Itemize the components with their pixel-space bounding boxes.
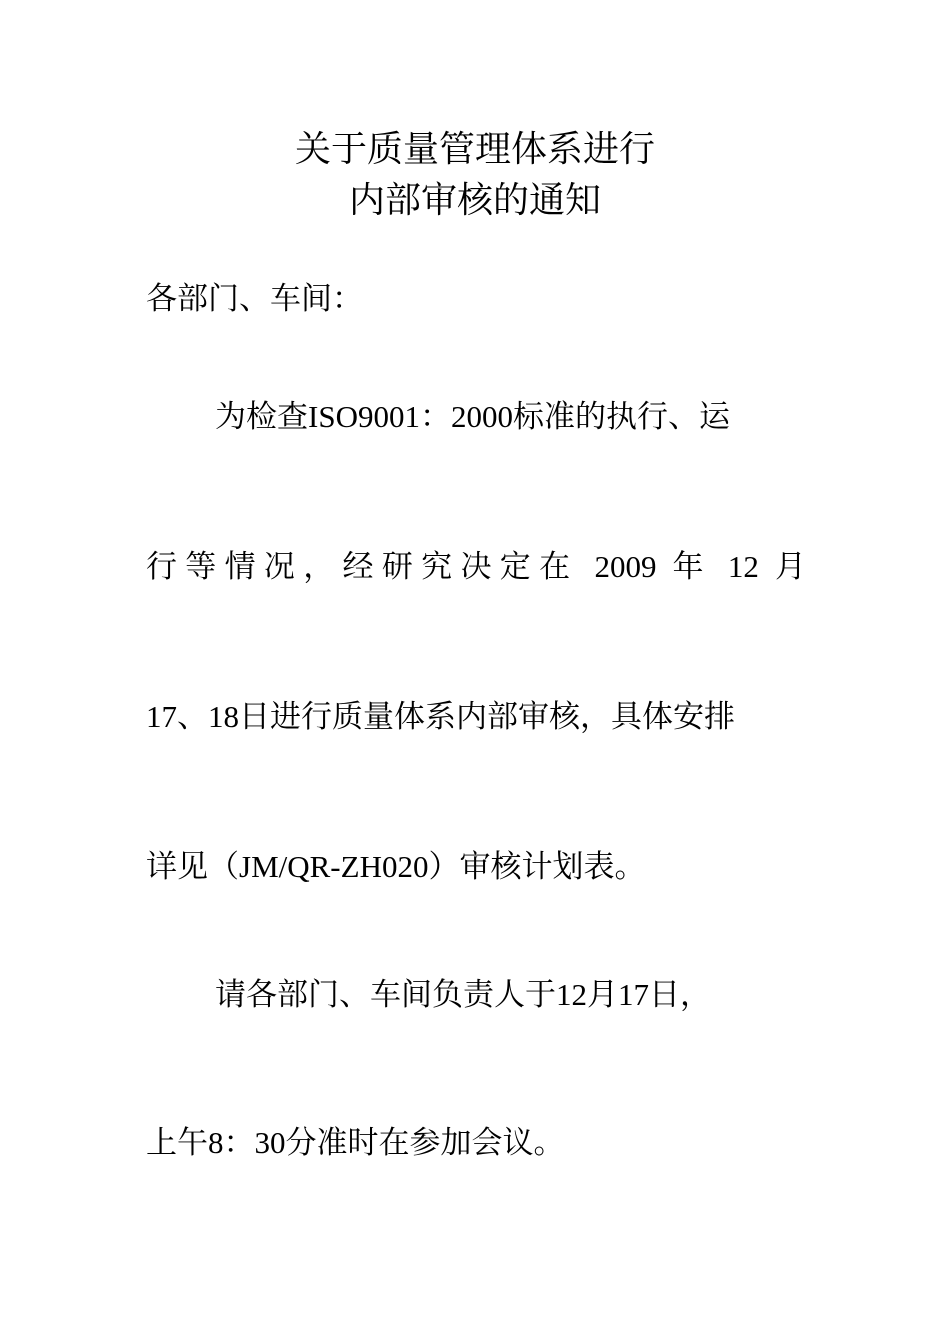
body-line-3: 17、18日进行质量体系内部审核，具体安排	[146, 699, 735, 734]
body-line-2: 行等情况，经研究决定在 2009 年 12 月	[146, 549, 806, 584]
document-title-line-2: 内部审核的通知	[348, 180, 601, 220]
body-line-5: 请各部门、车间负责人于12月17日，	[215, 977, 711, 1012]
body-line-4: 详见（JM/QR-ZH020）审核计划表。	[146, 849, 646, 884]
body-line-6: 上午8：30分准时在参加会议。	[146, 1125, 565, 1160]
document-title-line-1: 关于质量管理体系进行	[294, 129, 655, 169]
body-line-1: 为检查ISO9001：2000标准的执行、运	[215, 399, 730, 434]
salutation: 各部门、车间：	[146, 281, 363, 316]
